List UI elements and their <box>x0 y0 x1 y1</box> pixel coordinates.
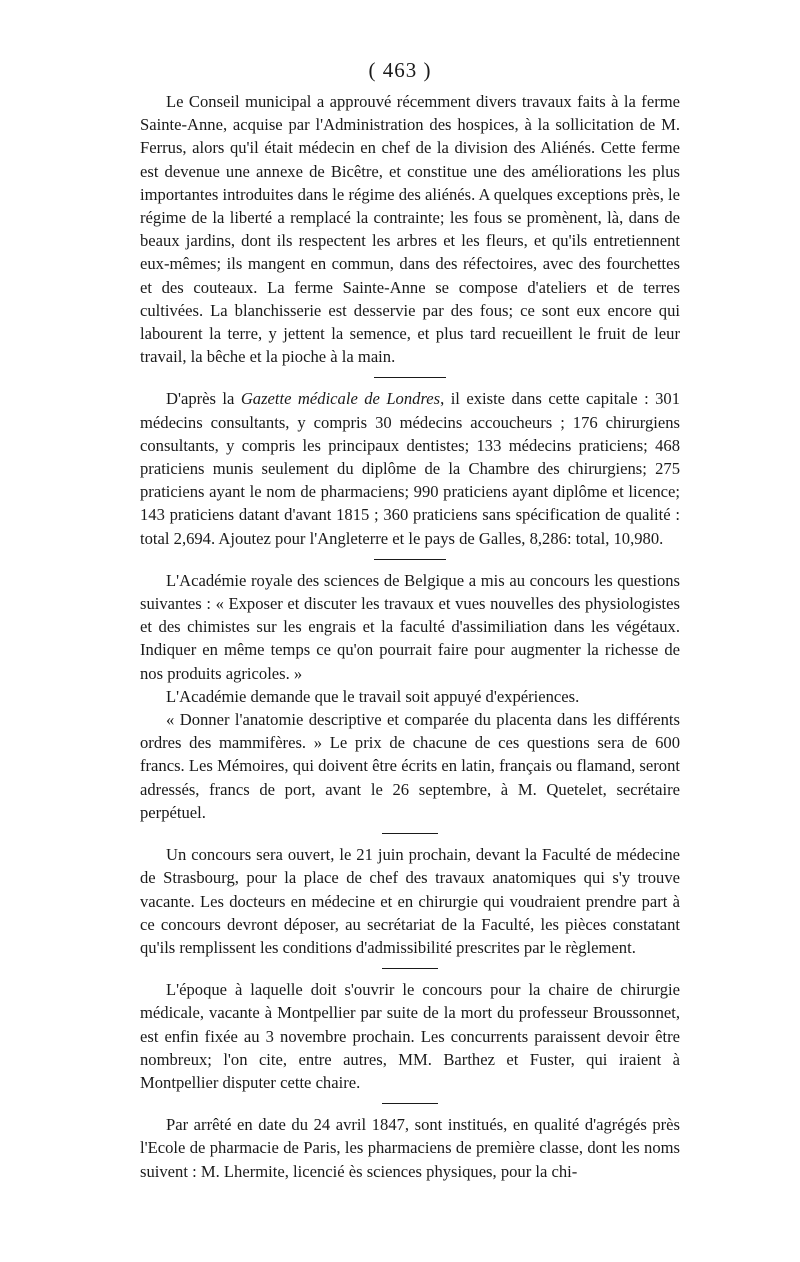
separator-rule <box>374 377 446 378</box>
paragraph-agreges-pharmacie: Par arrêté en date du 24 avril 1847, sont institués, en qualité d'agrégés près l'Ecole de pharmacie de Paris, les pharmaciens de première classe, dont les noms suivent : M. Lhermite, licencié ès sciences physiques, pour la chi- <box>140 1115 680 1181</box>
paragraph-gazette-text-after: , il existe dans cette capitale : 301 médecins consultants, y compris 30 médecins accoucheurs ; 176 chirurgiens consultants, y compris les principaux dentistes; 133 médecins praticiens; 468 praticiens munis seulement du diplôme de la Chambre des chirurgiens; 275 praticiens ayant le nom de pharmaciens; 990 praticiens ayant diplôme et licence; 143 praticiens datant d'avant 1815 ; 360 praticiens sans spécification de qualité : total 2,694. Ajoutez pour l'Angleterre et le pays de Galles, 8,286: total, 10,980. <box>140 389 680 548</box>
paragraph-academie-experiences: L'Académie demande que le travail soit appuyé d'expériences. <box>166 686 580 706</box>
paragraph-concours-strasbourg: Un concours sera ouvert, le 21 juin prochain, devant la Faculté de médecine de Strasbourg, pour la place de chef des travaux anatomiques qui s'y trouve vacante. Les docteurs en médecine et en chirurgie qui voudraient prendre part à ce concours devront déposer, au secrétariat de la Faculté, les pièces constatant qu'ils remplissent les conditions d'admissibilité prescrites par le règlement. <box>140 845 680 957</box>
separator-rule <box>382 968 438 969</box>
separator-rule <box>382 1103 438 1104</box>
paragraph-gazette-text-before: D'après la <box>166 389 241 409</box>
paragraph-academie-belgique: L'Académie royale des sciences de Belgique a mis au concours les questions suivantes : « Exposer et discuter les travaux et vues nouvelles des physiologistes et des chimistes sur les engrais et la faculté d'assimiliation dans les végétaux. Indiquer en même temps ce qu'on pourrait faire pour augmenter la richesse de nos produits agricoles. » <box>140 570 680 683</box>
paragraph-concours-montpellier: L'époque à laquelle doit s'ouvrir le concours pour la chaire de chirurgie médicale, vacante à Montpellier par suite de la mort du professeur Broussonnet, est enfin fixée au 3 novembre prochain. Les concurrents paraissent devoir être nombreux; l'on cite, entre autres, MM. Barthez et Fuster, qui iraient à Montpellier disputer cette chaire. <box>140 980 680 1092</box>
text-column <box>140 90 680 1183</box>
paragraph-placenta-prix: « Donner l'anatomie descriptive et comparée du placenta dans les différents ordres des mammifères. » Le prix de chacune de ces questions sera de 600 francs. Les Mémoires, qui doivent être écrits en latin, français ou flamand, seront adressés, francs de port, avant le 26 septembre, à M. Quetelet, secrétaire perpétuel. <box>140 710 680 822</box>
separator-rule <box>382 833 438 834</box>
gazette-title-italic: Gazette médicale de Londres <box>240 389 441 409</box>
paragraph-ferme-sainte-anne: Le Conseil municipal a approuvé récemment divers travaux faits à la ferme Sainte-Anne, acquise par l'Administration des hospices, à la sollicitation de M. Ferrus, alors qu'il était médecin en chef de la division des Aliénés. Cette ferme est devenue une annexe de Bicêtre, et constitue une des améliorations les plus importantes introduites dans le régime des aliénés. A quelques exceptions près, le régime de la liberté a remplacé la contrainte; les fous se promènent, là, dans de beaux jardins, dont ils respectent les arbres et les fleurs, et qu'ils entretiennent eux-mêmes; ils mangent en commun, dans des réfectoires, avec des fourchettes et des couteaux. La ferme Sainte-Anne se compose d'ateliers et de terres cultivées. La blanchisserie est desservie par des fous; ce sont eux encore qui labourent la terre, y jettent la semence, et plus tard recueillent le fruit de leur travail, la bêche et la pioche à la main. <box>140 92 680 367</box>
paragraph-gazette-medicale <box>140 387 680 549</box>
separator-rule <box>374 559 446 560</box>
page-number: ( 463 ) <box>368 58 432 82</box>
